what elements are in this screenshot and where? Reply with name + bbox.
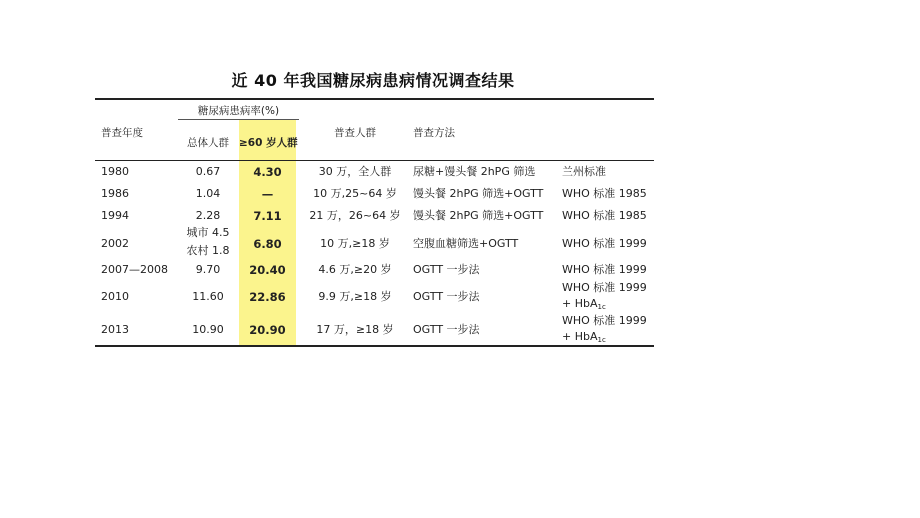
table-cell-elderly: — [261, 187, 274, 201]
table-cell-standard: WHO 标准 1999 [562, 314, 647, 327]
header-prevalence-group: 糖尿病患病率(%) [197, 105, 280, 117]
table-cell-elderly: 20.90 [249, 323, 286, 337]
table-cell-standard: WHO 标准 1985 [562, 209, 647, 222]
table-cell-method: 尿糖+馒头餐 2hPG 筛选 [413, 165, 536, 178]
table-cell-method: OGTT 一步法 [413, 323, 480, 336]
table-cell-standard: WHO 标准 1985 [562, 187, 647, 200]
table-cell-standard: WHO 标准 1999 [562, 263, 647, 276]
page-title: 近 40 年我国糖尿病患病情况调查结果 [231, 71, 515, 90]
table-cell-elderly: 6.80 [253, 237, 282, 251]
table-cell-year: 1980 [101, 165, 129, 178]
table-cell-elderly: 22.86 [249, 290, 286, 304]
table-cell-year: 1986 [101, 187, 129, 200]
table-cell-overall: 11.60 [192, 290, 224, 303]
table-cell-year: 2013 [101, 323, 129, 336]
table-cell-method: 馒头餐 2hPG 筛选+OGTT [413, 209, 544, 222]
table-cell-method: 空腹血糖筛选+OGTT [413, 237, 519, 250]
survey-table [95, 98, 654, 347]
table-cell-elderly: 7.11 [253, 209, 282, 223]
table-cell-standard-extra: + HbA$_{1c}$ [562, 330, 606, 344]
table-cell-year: 2007—2008 [101, 263, 168, 276]
table-header-rule [95, 160, 654, 161]
table-cell-population: 30 万，全人群 [318, 165, 392, 178]
table-cell-standard: WHO 标准 1999 [562, 281, 647, 294]
table-cell-population: 4.6 万,≥20 岁 [318, 263, 392, 276]
table-cell-method: OGTT 一步法 [413, 290, 480, 303]
table-top-rule [95, 98, 654, 100]
table-cell-overall: 2.28 [195, 209, 221, 222]
table-cell-year: 2010 [101, 290, 129, 303]
table-cell-population: 17 万，≥18 岁 [316, 323, 394, 336]
table-cell-year: 2002 [101, 237, 129, 250]
table-cell-population: 9.9 万,≥18 岁 [318, 290, 392, 303]
header-year: 普查年度 [101, 127, 143, 139]
table-cell-overall: 10.90 [192, 323, 224, 336]
table-cell-standard: 兰州标准 [562, 165, 606, 178]
header-method: 普查方法 [413, 127, 455, 139]
table-cell-population: 21 万，26~64 岁 [309, 209, 401, 222]
group-header-rule [178, 119, 299, 120]
header-elderly: ≥60 岁人群 [239, 137, 298, 149]
table-cell-standard-extra: + HbA$_{1c}$ [562, 297, 606, 311]
header-overall: 总体人群 [187, 137, 229, 149]
table-cell-standard: WHO 标准 1999 [562, 237, 647, 250]
table-cell-method: 馒头餐 2hPG 筛选+OGTT [413, 187, 544, 200]
elderly-column-highlight [239, 119, 296, 346]
table-cell-method: OGTT 一步法 [413, 263, 480, 276]
table-cell-population: 10 万,≥18 岁 [320, 237, 390, 250]
table-cell-year: 1994 [101, 209, 129, 222]
table-cell-overall-urban: 城市 4.5 [186, 226, 230, 239]
table-cell-population: 10 万,25~64 岁 [313, 187, 397, 200]
header-population: 普查人群 [334, 127, 376, 139]
table-cell-overall-rural: 农村 1.8 [186, 244, 230, 257]
table-bottom-rule [95, 345, 654, 347]
table-cell-overall: 1.04 [195, 187, 221, 200]
table-cell-overall: 9.70 [195, 263, 221, 276]
table-cell-elderly: 20.40 [249, 263, 286, 277]
table-cell-elderly: 4.30 [253, 165, 282, 179]
table-cell-overall: 0.67 [195, 165, 221, 178]
